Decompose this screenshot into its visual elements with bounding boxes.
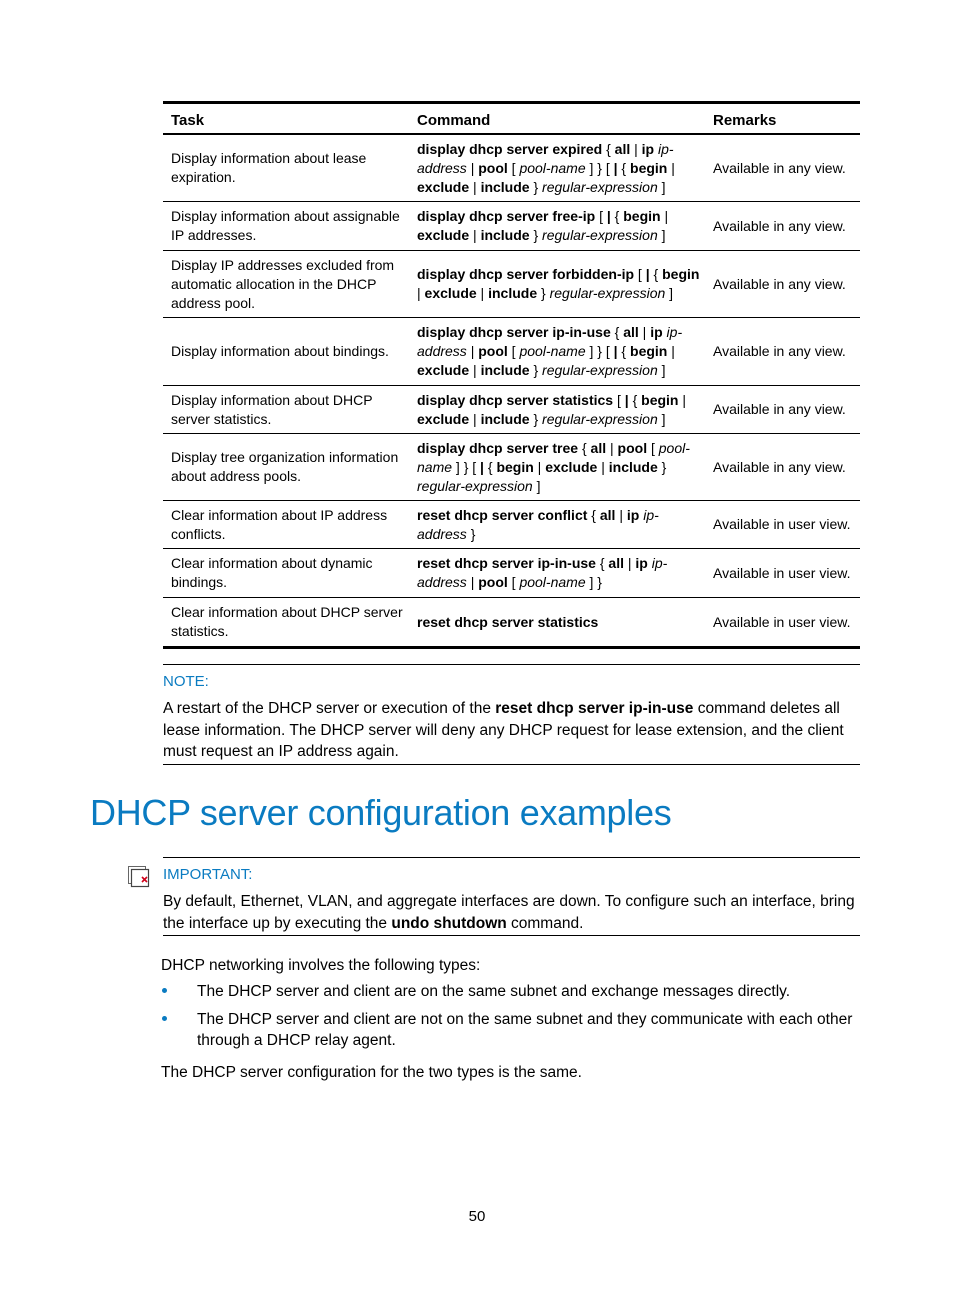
- table-row: [163, 318, 860, 386]
- section-title: DHCP server configuration examples: [90, 792, 672, 833]
- remarks-cell: Available in user view.: [713, 613, 851, 630]
- remarks-cell: Available in any view.: [713, 275, 846, 292]
- task-cell: Display IP addresses excluded from automatic allocation in the DHCP address pool.: [171, 256, 395, 311]
- command-keyword: pool: [478, 159, 508, 176]
- command-cell: [409, 319, 705, 384]
- command-syntax: ] }: [585, 574, 602, 590]
- command-keyword: display dhcp server statistics: [417, 391, 614, 408]
- command-syntax: ]: [657, 410, 666, 427]
- table-row: [163, 386, 860, 434]
- command-keyword: exclude: [417, 178, 470, 195]
- task-cell: Display information about lease expiration.: [171, 150, 367, 185]
- command-syntax: ]: [657, 178, 666, 195]
- command-syntax: |: [533, 458, 546, 475]
- command-argument: pool-name: [519, 343, 586, 359]
- command-keyword: begin: [496, 458, 534, 475]
- command-cell: [409, 203, 705, 249]
- command-argument: regular-expression: [542, 362, 658, 378]
- note-label: NOTE:: [163, 673, 209, 690]
- task-cell: Display information about assignable IP addresses.: [171, 208, 400, 243]
- command-syntax: |: [615, 506, 627, 523]
- command-keyword: exclude: [417, 362, 470, 378]
- command-syntax: {: [649, 266, 663, 282]
- command-keyword: |: [613, 159, 618, 176]
- command-keyword: reset dhcp server ip-in-use: [417, 555, 596, 571]
- table-header: [163, 104, 860, 135]
- command-argument: ip-address: [417, 140, 674, 176]
- remarks-cell: Available in any view.: [713, 401, 846, 417]
- table-row: [163, 598, 860, 646]
- command-syntax: }: [537, 285, 550, 301]
- command-argument: regular-expression: [542, 227, 658, 243]
- command-syntax: }: [657, 458, 667, 475]
- command-syntax: [: [507, 159, 520, 176]
- command-syntax: }: [529, 227, 543, 243]
- table-row: [163, 202, 860, 251]
- command-syntax: |: [630, 140, 642, 157]
- remarks-cell: Available in any view.: [713, 217, 846, 234]
- command-syntax: ] } [: [585, 343, 614, 359]
- command-keyword: |: [624, 391, 629, 408]
- command-syntax: |: [466, 574, 479, 590]
- command-syntax: [: [613, 391, 625, 408]
- command-syntax: {: [610, 208, 624, 224]
- command-keyword: ip: [650, 324, 663, 340]
- command-syntax: }: [529, 178, 543, 195]
- important-box: [163, 857, 860, 936]
- command-cell: [409, 435, 705, 500]
- closing-paragraph: The DHCP server configuration for the two types is the same.: [161, 1064, 582, 1081]
- command-keyword: include: [480, 410, 530, 427]
- task-cell: Clear information about dynamic bindings.: [171, 555, 373, 590]
- note-text: [163, 698, 860, 763]
- command-keyword: ip: [635, 555, 648, 571]
- command-syntax: |: [667, 159, 675, 176]
- command-keyword: display dhcp server ip-in-use: [417, 324, 611, 340]
- note-text-before: A restart of the DHCP server or execution of the: [163, 700, 496, 717]
- command-keyword: exclude: [417, 410, 470, 427]
- command-keyword: |: [480, 458, 484, 475]
- task-cell: Display information about bindings.: [171, 343, 389, 359]
- command-syntax: |: [638, 324, 651, 340]
- command-syntax: [: [650, 439, 659, 456]
- command-keyword: |: [613, 343, 618, 359]
- bullet-icon: [162, 1016, 167, 1021]
- command-cell: [409, 261, 705, 307]
- command-keyword: |: [606, 208, 611, 224]
- table-row: [163, 434, 860, 501]
- list-item: [161, 1009, 861, 1052]
- command-keyword: exclude: [545, 458, 598, 475]
- command-keyword: exclude: [424, 285, 477, 301]
- command-argument: regular-expression: [417, 477, 533, 494]
- command-syntax: {: [617, 343, 631, 359]
- header-remarks: Remarks: [713, 112, 777, 129]
- important-text-after: command.: [506, 914, 584, 932]
- command-keyword: begin: [641, 391, 679, 408]
- task-cell: Display tree organization information about address pools.: [171, 449, 399, 484]
- table-row: [163, 501, 860, 549]
- command-keyword: all: [590, 439, 607, 456]
- command-argument: pool-name: [417, 439, 690, 475]
- command-syntax: |: [624, 555, 636, 571]
- command-keyword: begin: [662, 266, 700, 282]
- intro-paragraph: DHCP networking involves the following types:: [161, 957, 481, 974]
- command-syntax: |: [469, 410, 481, 427]
- command-keyword: all: [623, 324, 639, 340]
- command-argument: pool-name: [519, 159, 586, 176]
- command-keyword: include: [488, 285, 538, 301]
- command-syntax: [: [507, 343, 520, 359]
- command-syntax: |: [469, 362, 481, 378]
- command-syntax: |: [660, 208, 669, 224]
- command-syntax: }: [466, 525, 476, 542]
- important-label: IMPORTANT:: [163, 866, 253, 883]
- list-item-text: The DHCP server and client are not on the same subnet and they communicate with each other through a DHCP relay agent.: [197, 1010, 853, 1049]
- list-item: [161, 981, 861, 1003]
- command-syntax: {: [578, 439, 591, 456]
- table-row: [163, 251, 860, 318]
- command-keyword: display dhcp server free-ip: [417, 208, 596, 224]
- command-keyword: all: [608, 555, 624, 571]
- command-syntax: [: [634, 266, 646, 282]
- command-cell: [409, 387, 705, 433]
- command-cell: [409, 550, 705, 596]
- networking-types-list: [161, 981, 861, 1058]
- remarks-cell: Available in user view.: [713, 516, 851, 532]
- note-command: reset dhcp server ip-in-use: [495, 700, 694, 717]
- command-keyword: include: [480, 227, 530, 243]
- task-cell: Clear information about IP address conflicts.: [171, 506, 388, 542]
- page-number: 50: [468, 1208, 486, 1225]
- important-icon: [128, 866, 150, 888]
- command-argument: regular-expression: [542, 178, 658, 195]
- command-syntax: {: [628, 391, 642, 408]
- table-bottom-rule: [163, 646, 860, 649]
- command-syntax: ]: [657, 227, 666, 243]
- command-syntax: }: [529, 410, 543, 427]
- note-text-after: command deletes all lease information. The DHCP server will deny any DHCP request for lease extension, and the client must request an IP address again.: [163, 700, 844, 760]
- command-syntax: ]: [665, 285, 674, 301]
- command-syntax: {: [617, 159, 631, 176]
- table-row: [163, 135, 860, 202]
- command-syntax: |: [466, 343, 479, 359]
- task-cell: Display information about DHCP server statistics.: [171, 391, 373, 427]
- command-keyword: display dhcp server expired: [417, 140, 603, 157]
- command-syntax: [: [595, 208, 607, 224]
- remarks-cell: Available in any view.: [713, 343, 846, 359]
- important-text: [163, 891, 860, 934]
- command-cell: [409, 502, 705, 548]
- command-syntax: ] } [: [585, 159, 614, 176]
- command-keyword: display dhcp server tree: [417, 439, 579, 456]
- command-keyword: exclude: [417, 227, 470, 243]
- header-task: Task: [171, 112, 205, 129]
- table-row: [163, 549, 860, 598]
- command-keyword: include: [480, 362, 530, 378]
- command-cell: [409, 136, 705, 201]
- command-syntax: ]: [657, 362, 666, 378]
- command-keyword: pool: [478, 574, 508, 590]
- command-keyword: reset dhcp server statistics: [417, 613, 599, 630]
- command-keyword: ip: [626, 506, 640, 523]
- command-syntax: |: [667, 343, 675, 359]
- command-argument: ip-address: [417, 324, 683, 359]
- command-keyword: all: [599, 506, 616, 523]
- remarks-cell: Available in any view.: [713, 458, 846, 475]
- command-keyword: all: [614, 140, 631, 157]
- command-keyword: ip: [641, 140, 655, 157]
- table-body: [163, 135, 860, 646]
- command-keyword: reset dhcp server conflict: [417, 506, 588, 523]
- command-keyword: pool: [478, 343, 508, 359]
- command-syntax: }: [529, 362, 543, 378]
- command-syntax: [: [507, 574, 520, 590]
- bullet-icon: [162, 988, 167, 993]
- remarks-cell: Available in user view.: [713, 564, 851, 581]
- command-keyword: display dhcp server forbidden-ip: [417, 266, 635, 282]
- command-syntax: |: [466, 159, 479, 176]
- important-command: undo shutdown: [391, 914, 507, 932]
- command-keyword: begin: [630, 343, 668, 359]
- command-argument: regular-expression: [549, 285, 666, 301]
- command-syntax: {: [587, 506, 600, 523]
- command-keyword: |: [645, 266, 650, 282]
- command-syntax: ] } [: [452, 458, 481, 475]
- command-argument: ip-address: [417, 506, 659, 542]
- task-cell: Clear information about DHCP server statistics.: [171, 604, 403, 639]
- command-syntax: ]: [532, 477, 541, 494]
- remarks-cell: Available in any view.: [713, 159, 846, 176]
- command-argument: regular-expression: [542, 410, 658, 427]
- command-table: [163, 101, 860, 649]
- header-command: Command: [417, 112, 491, 129]
- command-syntax: |: [469, 178, 481, 195]
- command-syntax: |: [417, 285, 425, 301]
- command-syntax: {: [595, 555, 609, 571]
- list-item-text: The DHCP server and client are on the same subnet and exchange messages directly.: [197, 983, 791, 1000]
- command-keyword: include: [480, 178, 530, 195]
- command-syntax: |: [476, 285, 489, 301]
- command-syntax: |: [678, 391, 687, 408]
- important-text-before: By default, Ethernet, VLAN, and aggregate interfaces are down. To configure such an interface, bring the interface up by executing the: [163, 893, 855, 932]
- command-syntax: |: [606, 439, 618, 456]
- command-syntax: |: [469, 227, 481, 243]
- command-keyword: pool: [617, 439, 648, 456]
- command-argument: ip-address: [417, 555, 668, 590]
- command-syntax: {: [483, 458, 497, 475]
- command-keyword: begin: [630, 159, 668, 176]
- command-keyword: begin: [623, 208, 661, 224]
- command-argument: pool-name: [519, 574, 586, 590]
- command-syntax: |: [597, 458, 609, 475]
- command-cell: [409, 609, 705, 636]
- command-keyword: include: [608, 458, 658, 475]
- command-syntax: {: [610, 324, 624, 340]
- command-syntax: {: [602, 140, 615, 157]
- note-box: [163, 664, 860, 765]
